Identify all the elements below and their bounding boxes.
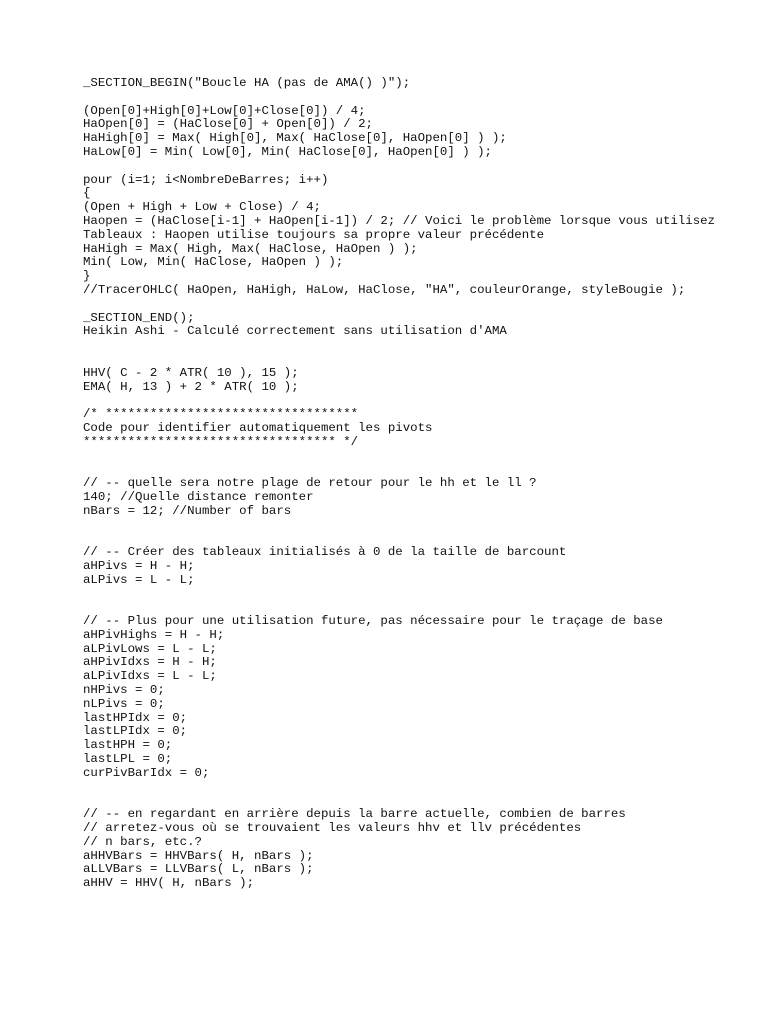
code-line xyxy=(83,781,763,795)
code-line: } xyxy=(83,269,91,284)
code-line xyxy=(83,587,763,601)
code-listing xyxy=(83,77,763,891)
code-line: EMA( H, 13 ) + 2 * ATR( 10 ); xyxy=(83,379,299,394)
code-line: ********************************** */ xyxy=(83,434,359,449)
code-line: //TracerOHLC( HaOpen, HaHigh, HaLow, HaClose, "HA", couleurOrange, styleBougie ); xyxy=(83,282,686,297)
code-line: { xyxy=(83,186,91,201)
code-line: HaHigh[0] = Max( High[0], Max( HaClose[0], HaOpen[0] ) ); xyxy=(83,131,507,146)
code-line: Min( Low, Min( HaClose, HaOpen ) ); xyxy=(83,255,344,270)
code-line: // n bars, etc.? xyxy=(83,834,202,849)
code-line: lastLPIdx = 0; xyxy=(83,724,188,739)
code-line: aLPivLows = L - L; xyxy=(83,641,217,656)
code-line: // arretez-vous où se trouvaient les valeurs hhv et llv précédentes xyxy=(83,821,582,836)
code-line: 140; //Quelle distance remonter xyxy=(83,489,314,504)
code-line: Haopen = (HaClose[i-1] + HaOpen[i-1]) / 2; // Voici le problème lorsque vous utilisez xyxy=(83,213,716,228)
code-line: lastHPH = 0; xyxy=(83,738,173,753)
code-line: _SECTION_END(); xyxy=(83,310,195,325)
code-line: // -- Créer des tableaux initialisés à 0 de la taille de barcount xyxy=(83,545,567,560)
code-line: lastHPIdx = 0; xyxy=(83,710,188,725)
code-line: pour (i=1; i<NombreDeBarres; i++) xyxy=(83,172,329,187)
code-line: // -- Plus pour une utilisation future, pas nécessaire pour le traçage de base xyxy=(83,614,663,629)
code-line: aLLVBars = LLVBars( L, nBars ); xyxy=(83,862,314,877)
code-line: Code pour identifier automatiquement les pivots xyxy=(83,420,433,435)
code-line xyxy=(83,532,763,546)
code-line xyxy=(83,450,763,464)
code-line xyxy=(83,794,763,808)
code-line: Heikin Ashi - Calculé correctement sans utilisation d'AMA xyxy=(83,324,507,339)
code-line: aHHVBars = HHVBars( H, nBars ); xyxy=(83,848,314,863)
code-line: lastLPL = 0; xyxy=(83,752,173,767)
code-line xyxy=(83,339,763,353)
code-line: aLPivs = L - L; xyxy=(83,572,195,587)
code-line: Tableaux : Haopen utilise toujours sa propre valeur précédente xyxy=(83,227,545,242)
code-line xyxy=(83,601,763,615)
code-line xyxy=(83,463,763,477)
code-line: nHPivs = 0; xyxy=(83,683,165,698)
code-line: _SECTION_BEGIN("Boucle HA (pas de AMA() )"); xyxy=(83,76,411,90)
code-line: aHPivIdxs = H - H; xyxy=(83,655,217,670)
code-line xyxy=(83,394,763,408)
code-line: aHHV = HHV( H, nBars ); xyxy=(83,876,255,891)
code-line xyxy=(83,353,763,367)
code-line: HaLow[0] = Min( Low[0], Min( HaClose[0], HaOpen[0] ) ); xyxy=(83,144,492,159)
code-line: /* ********************************** xyxy=(83,407,359,422)
code-line: nLPivs = 0; xyxy=(83,696,165,711)
code-line: // -- en regardant en arrière depuis la barre actuelle, combien de barres xyxy=(83,807,626,822)
code-line: HaHigh = Max( High, Max( HaClose, HaOpen ) ); xyxy=(83,241,418,256)
code-line: // -- quelle sera notre plage de retour pour le hh et le ll ? xyxy=(83,476,537,491)
code-line: aHPivHighs = H - H; xyxy=(83,627,225,642)
code-line: aHPivs = H - H; xyxy=(83,558,195,573)
code-line xyxy=(83,298,763,312)
code-line: nBars = 12; //Number of bars xyxy=(83,503,292,518)
code-line xyxy=(83,519,763,533)
code-line: HaOpen[0] = (HaClose[0] + Open[0]) / 2; xyxy=(83,117,373,132)
code-line: HHV( C - 2 * ATR( 10 ), 15 ); xyxy=(83,365,299,380)
code-line: aLPivIdxs = L - L; xyxy=(83,669,217,684)
code-line: (Open + High + Low + Close) / 4; xyxy=(83,200,321,215)
code-line: (Open[0]+High[0]+Low[0]+Close[0]) / 4; xyxy=(83,103,366,118)
code-line xyxy=(83,160,763,174)
code-line: curPivBarIdx = 0; xyxy=(83,765,210,780)
code-line xyxy=(83,91,763,105)
